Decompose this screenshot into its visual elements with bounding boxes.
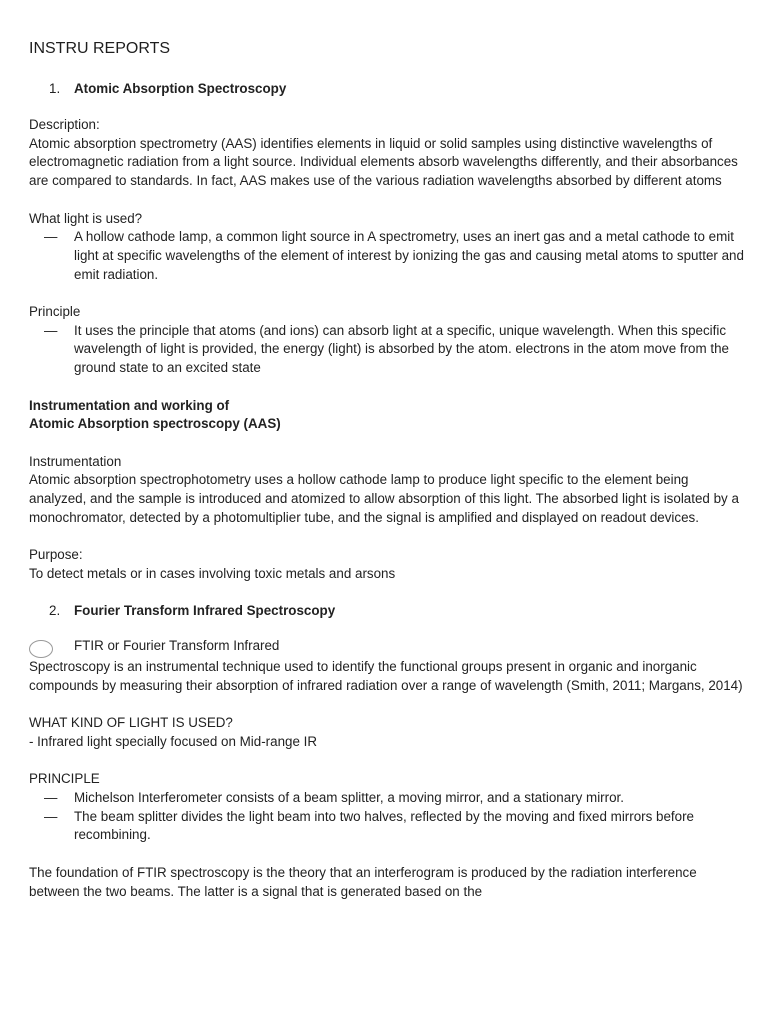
description-text: Atomic absorption spectrometry (AAS) identifies elements in liquid or solid samples using distinctive wavelengths of electromagnetic radiation from a light source. Individual elements absorb wavelengths differently, and their absorbances are compared to standards. In fact, AAS makes use of the various radiation wavelengths absorbed by different atoms [29, 135, 738, 189]
purpose-block [29, 546, 744, 583]
document-page [29, 38, 744, 901]
section-1-heading [29, 80, 744, 98]
principle-list [29, 322, 744, 378]
instrumentation-label: Instrumentation [29, 453, 122, 469]
bullet-text: Michelson Interferometer consists of a beam splitter, a moving mirror, and a stationary mirror. [74, 790, 624, 806]
dash-bullet: — [44, 322, 58, 338]
section-title: Atomic Absorption Spectroscopy [74, 81, 287, 96]
light-used-block [29, 210, 744, 285]
instrumentation-block [29, 453, 744, 528]
ftir-principle-list [29, 789, 744, 845]
list-item [29, 322, 744, 378]
ftir-foundation-block [29, 864, 744, 901]
principle-label: Principle [29, 304, 81, 319]
ftir-light-label: WHAT KIND OF LIGHT IS USED? [29, 715, 233, 731]
page-title: INSTRU REPORTS [29, 40, 171, 57]
description-block [29, 116, 744, 191]
light-used-label: What light is used? [29, 210, 143, 226]
instrumentation-text: Atomic absorption spectrophotometry uses a hollow cathode lamp to produce light specific to the element being analyzed, and the sample is introduced and atomized to allow absorption of this light. The absorbed light is isolated by a monochromator, detected by a photomultiplier tube, and the signal is amplified and displayed on readout devices. [29, 472, 739, 525]
instrumentation-heading-block [29, 397, 744, 434]
light-used-list [29, 228, 744, 284]
purpose-label: Purpose: [29, 547, 83, 563]
ftir-light-block [29, 714, 744, 751]
bullet-text: A hollow cathode lamp, a common light source in A spectrometry, uses an inert gas and a metal cathode to emit light at specific wavelengths of the element of interest by ionizing the gas and causing metal atoms to sputter and emit radiation. [74, 229, 744, 282]
ftir-light-text: - Infrared light specially focused on Mid-range IR [29, 733, 318, 749]
instrumentation-heading-line-1: Instrumentation and working of [29, 397, 230, 413]
list-item [29, 789, 744, 808]
section-2-heading [29, 602, 744, 620]
radio-circle-icon[interactable] [29, 640, 53, 658]
bullet-text: The beam splitter divides the light beam into two halves, reflected by the moving and fixed mirrors before recombining. [74, 808, 694, 843]
bullet-text: It uses the principle that atoms (and ions) can absorb light at a specific, unique wavelength. When this specific wavelength of light is provided, the energy (light) is absorbed by the atom. electrons in the atom move from the ground state to an excited state [74, 322, 729, 376]
dash-bullet: — [44, 808, 58, 824]
radio-label: FTIR or Fourier Transform Infrared [74, 637, 280, 653]
section-title: Fourier Transform Infrared Spectroscopy [74, 603, 336, 619]
list-item [29, 228, 744, 284]
instrumentation-heading-line-2: Atomic Absorption spectroscopy (AAS) [29, 416, 281, 432]
purpose-text: To detect metals or in cases involving toxic metals and arsons [29, 565, 396, 581]
dash-bullet: — [44, 790, 58, 806]
description-label: Description: [29, 117, 100, 132]
ftir-radio-row[interactable] [29, 634, 744, 658]
ftir-principle-block [29, 770, 744, 845]
principle-block [29, 303, 744, 378]
section-number: 1. [49, 81, 61, 96]
ftir-intro-text: Spectroscopy is an instrumental technique used to identify the functional groups present in organic and inorganic compounds by measuring their absorption of infrared radiation over a range of wavelength (Smith, 2011; Margans, 2014) [29, 659, 743, 693]
ftir-intro-block [29, 658, 744, 695]
ftir-foundation-text: The foundation of FTIR spectroscopy is the theory that an interferogram is produced by the radiation interference between the two beams. The latter is a signal that is generated based on the [29, 864, 697, 899]
ftir-principle-label: PRINCIPLE [29, 771, 100, 787]
list-item [29, 808, 744, 845]
dash-bullet: — [44, 229, 58, 245]
section-number: 2. [49, 603, 61, 619]
